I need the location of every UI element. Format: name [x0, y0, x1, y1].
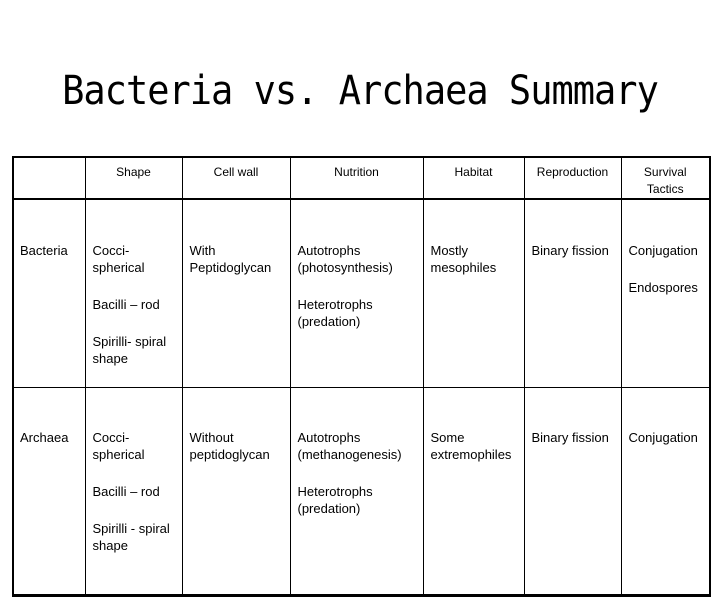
header-cell-habitat: Habitat	[423, 157, 524, 199]
header-cell-nutrition: Nutrition	[290, 157, 423, 199]
table-row-bacteria	[13, 199, 710, 388]
nutrition-autotrophs: Autotrophs (photosynthesis)	[297, 243, 393, 275]
nutrition-heterotrophs: Heterotrophs (predation)	[297, 484, 373, 516]
table-row-archaea	[13, 388, 710, 596]
cell-survival	[621, 199, 710, 388]
header-cell-empty	[13, 157, 85, 199]
summary-table	[12, 156, 711, 597]
survival-conjugation: Conjugation	[628, 430, 698, 445]
nutrition-heterotrophs: Heterotrophs (predation)	[297, 297, 373, 329]
page-title: Bacteria vs. Archaea Summary	[62, 67, 658, 114]
cell-shape	[85, 199, 182, 388]
cell-cell-wall	[182, 199, 290, 388]
cell-shape	[85, 388, 182, 596]
habitat-text: Some extremophiles	[430, 430, 512, 462]
header-cell-cell-wall: Cell wall	[182, 157, 290, 199]
reproduction-text: Binary fission	[531, 430, 609, 445]
row-label-archaea	[13, 388, 85, 596]
header-cell-survival-tactics: Survival Tactics	[621, 157, 710, 199]
shape-cocci: Cocci- spherical	[92, 243, 145, 275]
shape-spirilli: Spirilli- spiral shape	[92, 334, 167, 366]
cell-nutrition	[290, 388, 423, 596]
shape-spirilli: Spirilli - spiral shape	[92, 521, 170, 553]
cell-nutrition	[290, 199, 423, 388]
row-label-text: Bacteria	[20, 243, 68, 258]
cell-habitat	[423, 388, 524, 596]
nutrition-autotrophs: Autotrophs (methanogenesis)	[297, 430, 402, 462]
cell-habitat	[423, 199, 524, 388]
header-row	[13, 157, 710, 199]
cell-cell-wall	[182, 388, 290, 596]
cell-survival	[621, 388, 710, 596]
shape-bacilli: Bacilli – rod	[92, 297, 160, 312]
reproduction-text: Binary fission	[531, 243, 609, 258]
survival-endospores: Endospores	[628, 280, 698, 295]
cell-wall-text: Without peptidoglycan	[189, 430, 270, 462]
cell-reproduction	[524, 199, 621, 388]
shape-cocci: Cocci- spherical	[92, 430, 145, 462]
header-cell-shape: Shape	[85, 157, 182, 199]
row-label-bacteria	[13, 199, 85, 388]
shape-bacilli: Bacilli – rod	[92, 484, 160, 499]
cell-reproduction	[524, 388, 621, 596]
header-cell-reproduction: Reproduction	[524, 157, 621, 199]
habitat-text: Mostly mesophiles	[430, 243, 497, 275]
cell-wall-text: With Peptidoglycan	[189, 243, 272, 275]
survival-conjugation: Conjugation	[628, 243, 698, 258]
row-label-text: Archaea	[20, 430, 69, 445]
